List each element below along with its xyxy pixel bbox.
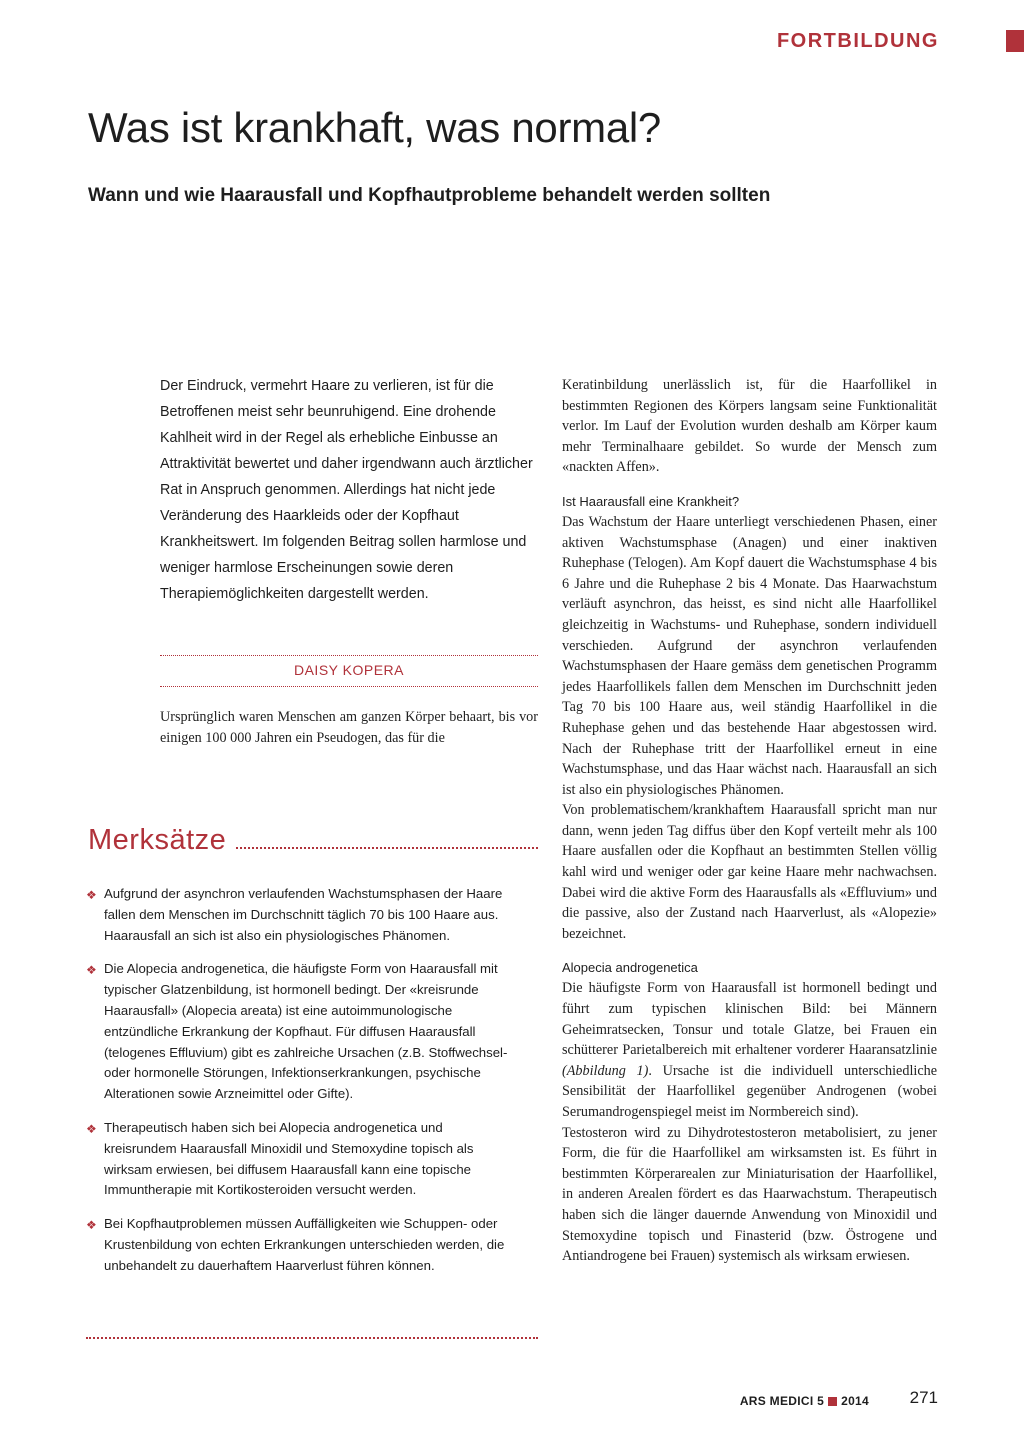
merksatz-item — [86, 1118, 516, 1201]
article-lead: Der Eindruck, vermehrt Haare zu verlieren, ist für die Betroffenen meist sehr beunruhigend. Eine drohende Kahlheit wird in der Regel als erhebliche Einbusse an Attraktivität bewertet und daher irgendwann auch ärztlicher Rat in Anspruch genommen. Allerdings hat nicht jede Veränderung des Haarkleids oder der Kopfhaut Krankheitswert. Im folgenden Beitrag sollen harmlose und weniger harmlose Erscheinungen sowie deren Therapiemöglichkeiten dargestellt werden. — [160, 378, 533, 602]
merksaetze-dotted-rule — [236, 847, 538, 849]
right-column — [562, 375, 937, 1267]
merksaetze-title: Merksätze — [88, 824, 227, 856]
paragraph-alopecia-text-a: Die häufigste Form von Haarausfall ist hormonell bedingt und führt zum typischen klinischen Bild: bei Männern Geheimratsecken, Tonsur und totale Glatze, bei Frauen ein schütterer Parietalbereich mit erhaltener vorderer Haaransatzlinie — [562, 980, 937, 1059]
merksaetze-bottom-rule — [86, 1337, 538, 1339]
diamond-bullet-icon: ❖ — [86, 888, 97, 902]
figure-reference[interactable]: (Abbildung 1) — [562, 1062, 649, 1079]
footer-square-icon — [828, 1397, 837, 1406]
merksaetze-list — [86, 884, 516, 1290]
diamond-bullet-icon: ❖ — [86, 1218, 97, 1233]
journal-year: 2014 — [841, 1394, 869, 1408]
paragraph-krankhaft: Von problematischem/krankhaftem Haarausfall spricht man nur dann, wenn jeden Tag diffus über den Kopf verteilt mehr als 100 Haare ausfallen oder die Kopfhaut an bestimmten Stellen völlig kahl wird und weniger oder gar keine Haare mehr nachwachsen. Dabei wird die aktive Form des Haarausfalls als «Effluvium» und die passive, also der Zustand nach Haarverlust, als «Alopezie» bezeichnet. — [562, 802, 937, 942]
intro-paragraph: Ursprünglich waren Menschen am ganzen Körper behaart, bis vor einigen 100 000 Jahren ein Pseudogen, das für die — [160, 709, 538, 746]
paragraph-keratin: Keratinbildung unerlässlich ist, für die Haarfollikel in bestimmten Regionen des Körpers langsam seine Funktionalität verlor. Im Lauf der Evolution wurden deshalb am Körper kaum mehr Terminalhaare gebildet. So wurde der Mensch zum «nackten Affen». — [562, 377, 937, 476]
author-divider-bottom — [160, 686, 538, 687]
heading-alopecia: Alopecia androgenetica — [562, 960, 698, 976]
author-divider-top — [160, 655, 538, 656]
diamond-bullet-icon: ❖ — [86, 1121, 97, 1136]
paragraph-alopecia-text-b: . Ursache ist die individuell unterschiedliche Sensibilität der Haarfollikel gegenüber Androgenen (wobei Serumandrogenspiegel meist im Normbereich sind). — [562, 1062, 938, 1120]
section-marker — [1006, 30, 1024, 52]
journal-name: ARS MEDICI 5 — [739, 1394, 825, 1408]
article-author: DAISY KOPERA — [293, 662, 404, 678]
paragraph-alopecia — [562, 978, 937, 1122]
footer-journal — [740, 1394, 869, 1408]
merksaetze-header — [88, 824, 538, 857]
merksatz-item — [86, 959, 516, 1105]
merksatz-item — [86, 884, 516, 946]
page-number: 271 — [909, 1388, 938, 1407]
merksatz-text: Therapeutisch haben sich bei Alopecia androgenetica und kreisrundem Haarausfall Minoxidil und Stemoxydine topisch als wirksam erwiesen, bei diffusem Haarausfall kann eine topische Immuntherapie mit Kortikosteroiden versucht werden. — [104, 1119, 474, 1198]
merksatz-text: Die Alopecia androgenetica, die häufigste Form von Haarausfall mit typischer Glatzenbildung, ist hormonell bedingt. Der «kreisrunde Haarausfall» (Alopecia areata) ist eine autoimmunologische entzündliche Erkrankung der Kopfhaut. Für diffusen Haarausfall (telogenes Effluvium) gibt es zahlreiche Ursachen (z.B. Stoffwechsel- oder hormonelle Störungen, Infektionserkrankungen, psychische Alterationen sowie Arzneimittel oder Gifte). — [104, 961, 508, 1102]
article-subtitle: Wann und wie Haarausfall und Kopfhautprobleme behandelt werden sollten — [88, 185, 771, 206]
paragraph-wachstum: Das Wachstum der Haare unterliegt verschiedenen Phasen, einer aktiven Wachstumsphase (Anagen) und einer inaktiven Ruhephase (Telogen). Am Kopf dauert die Wachstumsphase 4 bis 6 Jahre und die Ruhephase 2 bis 4 Monate. Das Haarwachstum verläuft asynchron, das heisst, es sind nicht alle Haarfollikel gleichzeitig in Wachstums- und Ruhephase, sondern individuell verschieden. Aufgrund der asynchron verlaufenden Wachstumsphasen der Haare gemäss dem genetischen Programm jedes Haarfollikels fallen dem Menschen im Durchschnitt jeden Tag 70 bis 100 Haare aus, weil ständig Haarfollikel in die Ruhephase gehen und das bestehende Haar abgestossen wird. Nach der Ruhephase tritt der Haarfollikel erneut in eine Wachstumsphase, und das Haar wächst nach. Haarausfall an sich ist also ein physiologisches Phänomen. — [562, 513, 937, 798]
paragraph-testosteron: Testosteron wird zu Dihydrotestosteron metabolisiert, zu jener Form, die für die Haarfollikel am wirksamsten ist. Es führt in bestimmten Körperarealen zur Miniaturisation der Haarfollikel, in anderen Arealen fördert es das Haarwachstum. Therapeutisch haben sich die länger dauernde Anwendung von Minoxidil und Stemoxydine topisch und Finasterid (bzw. Östrogene und Antiandrogene bei Frauen) systemisch als wirksam erwiesen. — [562, 1124, 937, 1265]
merksatz-text: Bei Kopfhautproblemen müssen Auffälligkeiten wie Schuppen- oder Krustenbildung von echten Erkrankungen unterschieden werden, die unbehandelt zu dauerhaftem Haarverlust führen können. — [104, 1216, 505, 1273]
merksatz-text: Aufgrund der asynchron verlaufenden Wachstumsphasen der Haare fallen dem Menschen im Durchschnitt täglich 70 bis 100 Haare aus. Haarausfall an sich ist also ein physiologisches Phänomen. — [104, 886, 503, 943]
merksatz-item — [86, 1214, 516, 1276]
diamond-bullet-icon: ❖ — [86, 963, 97, 978]
heading-krankheit: Ist Haarausfall eine Krankheit? — [562, 493, 740, 509]
section-label: FORTBILDUNG — [776, 30, 939, 52]
article-title: Was ist krankhaft, was normal? — [88, 104, 661, 151]
